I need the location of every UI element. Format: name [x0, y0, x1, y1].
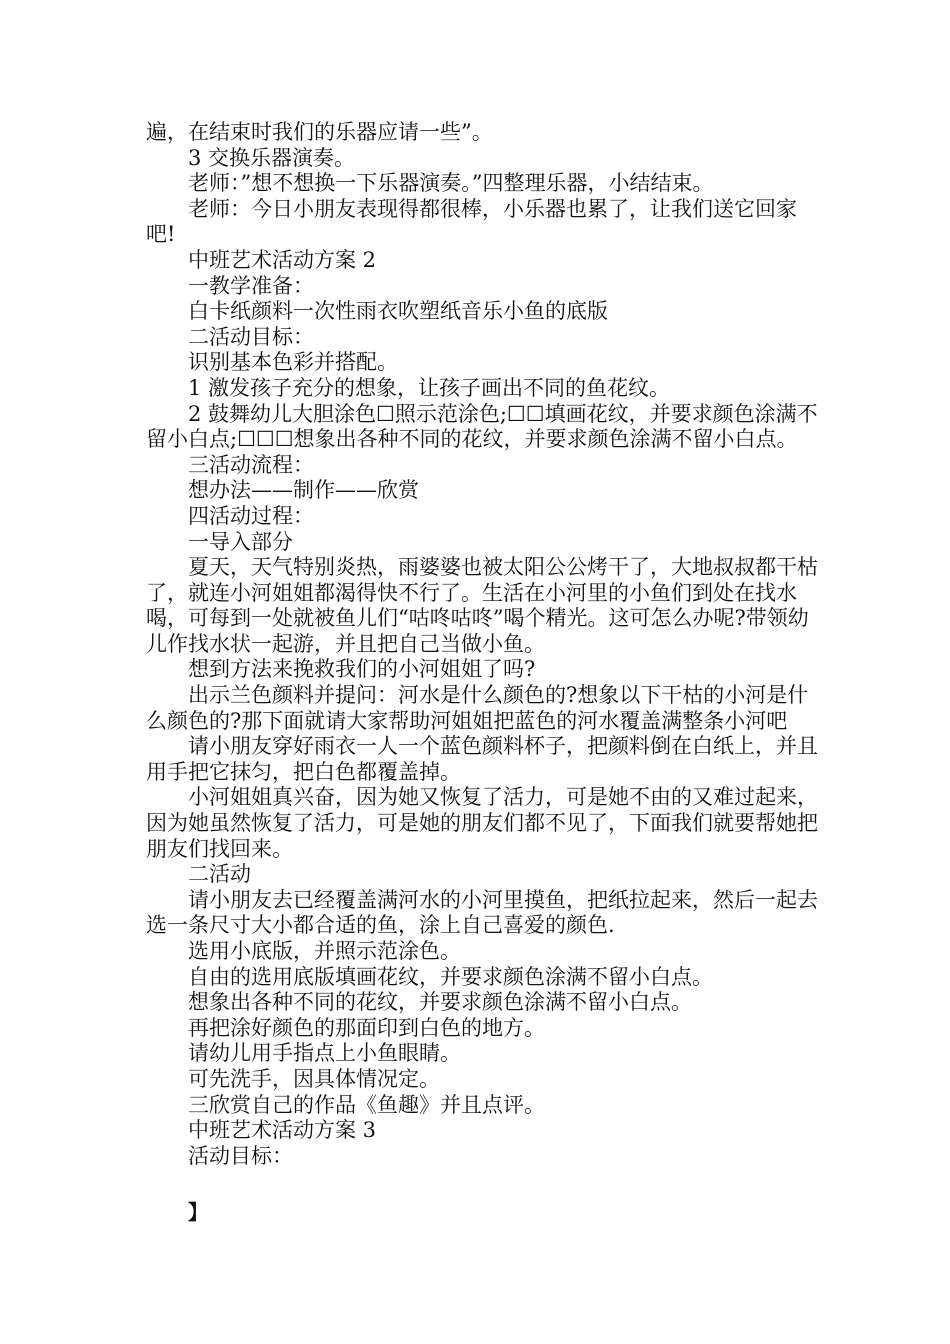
paragraph: 一教学准备： — [188, 273, 314, 298]
paragraph: 选用小底版，并照示范涂色。 — [188, 939, 461, 963]
paragraph: 请小朋友去已经覆盖满河水的小河里摸鱼，把纸拉起来，然后一起去选一条尺寸大小都合适的鱼，涂上自己喜爱的颜色. — [146, 887, 818, 938]
paragraph: 自由的选用底版填画花纹，并要求颜色涂满不留小白点。 — [188, 964, 713, 989]
paragraph: 请小朋友穿好雨衣一人一个蓝色颜料杯子，把颜料倒在白纸上，并且用手把它抹匀，把白色都覆盖掉。 — [146, 734, 818, 784]
paragraph: 四活动过程： — [188, 503, 314, 528]
paragraph: 老师：今日小朋友表现得都很棒，小乐器也累了，让我们送它回家吧! — [146, 196, 797, 247]
paragraph: 想象出各种不同的花纹，并要求颜色涂满不留小白点。 — [188, 990, 692, 1015]
paragraph: 1 激发孩子充分的想象，让孩子画出不同的鱼花纹。 — [188, 375, 671, 400]
paragraph: 想办法——制作——欣赏 — [188, 478, 419, 503]
paragraph: 夏天，天气特别炎热，雨婆婆也被太阳公公烤干了，大地叔叔都干枯了，就连小河姐姐都渴得快不行了。生活在小河里的小鱼们到处在找水喝，可每到一处就被鱼儿们“咕咚咕咚”喝个精光。这可怎么办呢?带领幼儿作找水状一起游，并且把自己当做小鱼。 — [146, 555, 818, 656]
paragraph: 3 交换乐器演奏。 — [188, 145, 356, 170]
paragraph: 可先洗手，因具体情况定。 — [188, 1066, 440, 1091]
paragraph: 再把涂好颜色的那面印到白色的地方。 — [188, 1015, 545, 1040]
section-heading: 中班艺术活动方案 3 — [188, 1118, 377, 1143]
paragraph: 遍，在结束时我们的乐器应请一些”。 — [146, 120, 493, 144]
paragraph: 三活动流程： — [188, 452, 314, 477]
paragraph: 活动目标： — [188, 1143, 293, 1168]
paragraph: 一导入部分 — [188, 529, 293, 554]
paragraph: 二活动目标： — [188, 324, 314, 349]
paragraph: 小河姐姐真兴奋，因为她又恢复了活力，可是她不由的又难过起来，因为她虽然恢复了活力，可是她的朋友们都不见了，下面我们就要帮她把朋友们找回来。 — [146, 785, 818, 861]
paragraph: 识别基本色彩并搭配。 — [188, 350, 398, 375]
section-heading: 中班艺术活动方案 2 — [188, 247, 377, 272]
paragraph: 三欣赏自己的作品《鱼趣》并且点评。 — [188, 1092, 545, 1117]
paragraph: 老师：”想不想换一下乐器演奏。”四整理乐器，小结结束。 — [188, 171, 714, 196]
paragraph: 请幼儿用手指点上小鱼眼睛。 — [188, 1041, 461, 1066]
paragraph: 出示兰色颜料并提问：河水是什么颜色的?想象以下干枯的小河是什么颜色的?那下面就请大家帮助河姐姐把蓝色的河水覆盖满整条小河吧 — [146, 683, 809, 733]
paragraph: 白卡纸颜料一次性雨衣吹塑纸音乐小鱼的底版 — [188, 299, 608, 324]
paragraph: 想到方法来挽救我们的小河姐姐了吗? — [188, 657, 536, 682]
document-body — [146, 120, 822, 1169]
trailing-bracket: 】 — [188, 1200, 208, 1224]
paragraph: 2 鼓舞幼儿大胆涂色☐照示范涂色;☐☐填画花纹，并要求颜色涂满不留小白点;☐☐☐想象出各种不同的花纹，并要求颜色涂满不留小白点。 — [146, 401, 818, 452]
paragraph: 二活动 — [188, 862, 251, 887]
